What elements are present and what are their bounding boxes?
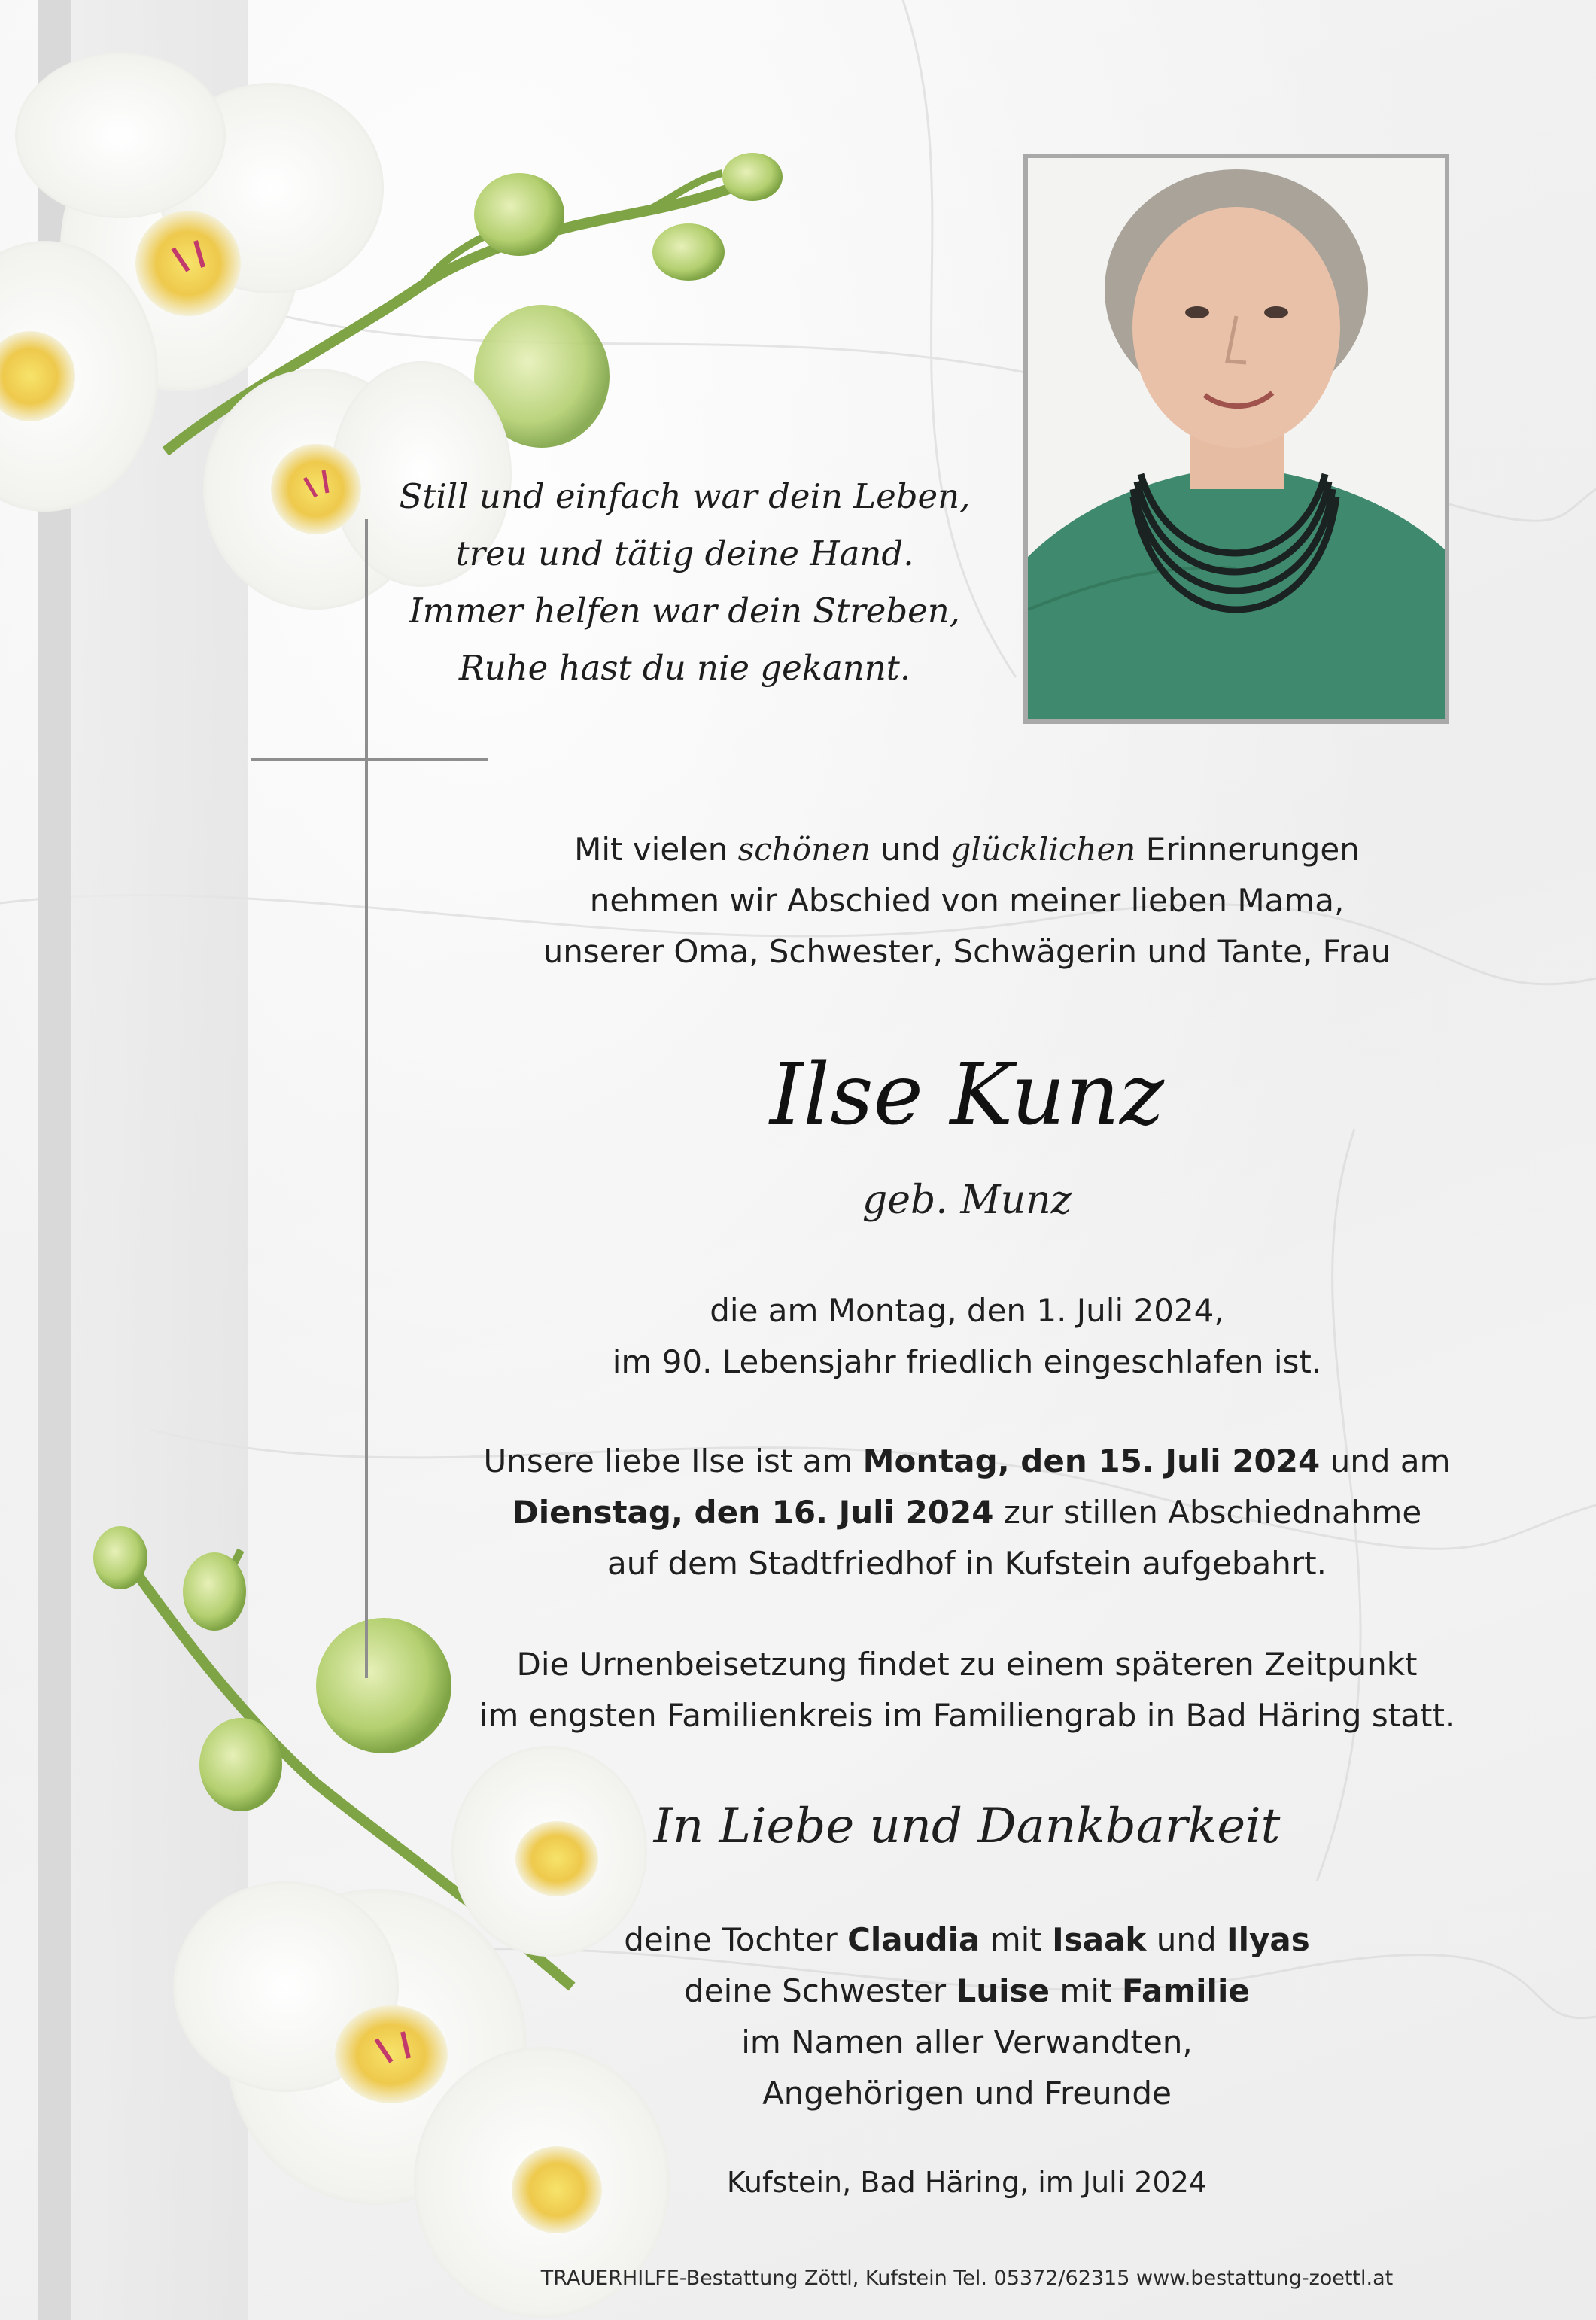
burial-line: im engsten Familienkreis im Familiengrab in Bad Häring statt.: [479, 1697, 1455, 1734]
deceased-name: Ilse Kunz: [770, 1046, 1164, 1144]
mourner-name: Claudia: [847, 1921, 980, 1958]
intro-emphasis: glücklichen: [950, 831, 1136, 868]
poem-line: treu und tätig deine Hand.: [455, 534, 914, 573]
portrait-photo-icon: [1028, 158, 1445, 719]
viewing-text: zur stillen Abschiednahme: [1003, 1494, 1422, 1531]
death-line: im 90. Lebensjahr friedlich eingeschlafen ist.: [612, 1343, 1322, 1380]
intro-text-part: und: [880, 831, 941, 868]
birth-name: geb. Munz: [862, 1178, 1072, 1223]
poem: [376, 468, 993, 697]
mourner-text: deine Tochter: [624, 1921, 838, 1958]
burial-line: Die Urnenbeisetzung findet zu einem späteren Zeitpunkt: [516, 1646, 1418, 1683]
mourner-line: Angehörigen und Freunde: [762, 2075, 1172, 2112]
mourner-text: mit: [1059, 1972, 1112, 2009]
burial-info: [451, 1639, 1482, 1741]
mourner-text: mit: [990, 1921, 1042, 1958]
mourner-name: Familie: [1121, 1972, 1250, 2009]
cross-horizontal-bar: [251, 758, 488, 761]
mourners-list: [451, 1914, 1482, 2119]
viewing-info: [451, 1436, 1482, 1589]
intro-line: unserer Oma, Schwester, Schwägerin und Tante, Frau: [543, 933, 1391, 970]
death-line: die am Montag, den 1. Juli 2024,: [710, 1292, 1224, 1329]
intro-text: [451, 824, 1482, 978]
viewing-text: und am: [1330, 1443, 1451, 1479]
cross-vertical-bar: [365, 519, 368, 1678]
mourner-name: Isaak: [1052, 1921, 1147, 1958]
intro-line: nehmen wir Abschied von meiner lieben Mama,: [589, 882, 1345, 919]
intro-emphasis: schönen: [737, 831, 871, 868]
poem-line: Ruhe hast du nie gekannt.: [458, 648, 911, 688]
intro-text-part: Erinnerungen: [1145, 831, 1360, 868]
intro-text-part: Mit vielen: [574, 831, 728, 868]
closing-phrase: In Liebe und Dankbarkeit: [653, 1799, 1281, 1854]
viewing-date: Montag, den 15. Juli 2024: [862, 1443, 1321, 1479]
poem-line: Still und einfach war dein Leben,: [399, 476, 971, 516]
place-date: Kufstein, Bad Häring, im Juli 2024: [726, 2166, 1208, 2199]
mourner-name: Ilyas: [1227, 1921, 1310, 1958]
mourner-name: Luise: [956, 1972, 1050, 2009]
viewing-line: auf dem Stadtfriedhof in Kufstein aufgebahrt.: [607, 1545, 1327, 1582]
poem-line: Immer helfen war dein Streben,: [409, 591, 961, 631]
funeral-home-footer: TRAUERHILFE-Bestattung Zöttl, Kufstein Tel. 05372/62315 www.bestattung-zoettl.at: [540, 2267, 1394, 2290]
mourner-line: im Namen aller Verwandten,: [741, 2024, 1193, 2060]
viewing-text: Unsere liebe Ilse ist am: [483, 1443, 853, 1479]
mourner-text: deine Schwester: [684, 1972, 947, 2009]
mourner-text: und: [1156, 1921, 1217, 1958]
viewing-date: Dienstag, den 16. Juli 2024: [512, 1494, 994, 1531]
death-notice: [451, 1285, 1482, 1388]
portrait-photo: [1023, 154, 1449, 724]
